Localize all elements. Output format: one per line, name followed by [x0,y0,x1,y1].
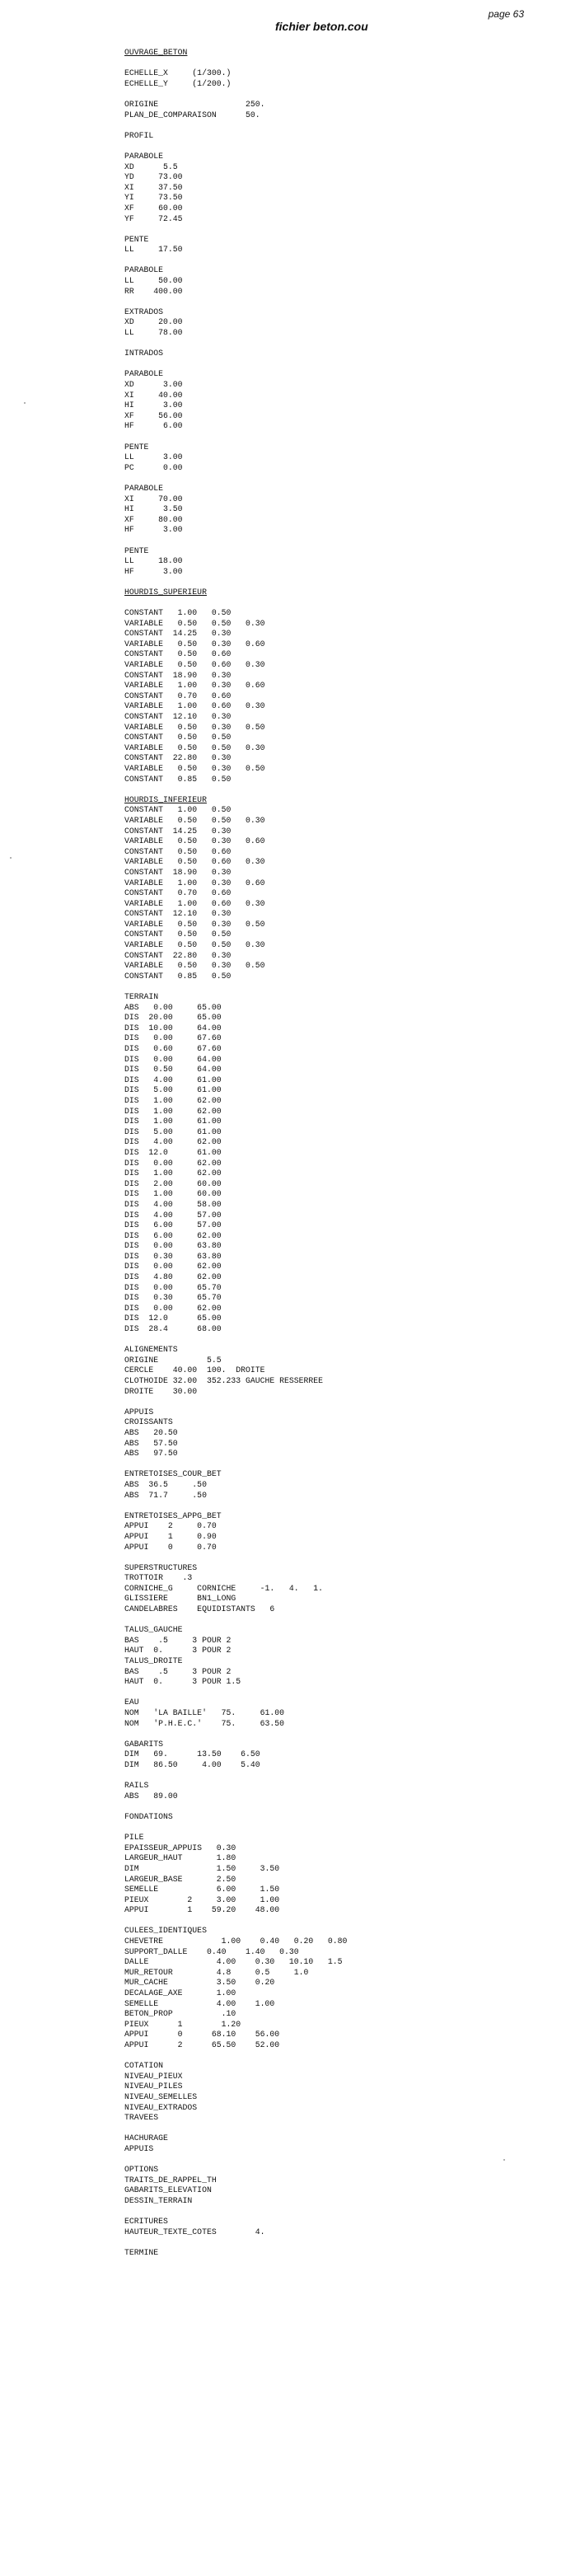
blank-line [124,1397,564,1407]
listing-line: XD 5.5 [124,162,178,171]
listing-line: DIS 28.4 68.00 [124,1324,222,1334]
blank-line [124,120,564,131]
listing-line: PILE [124,1833,144,1843]
blank-line [124,1729,564,1740]
blank-line [124,2207,564,2218]
listing-line: DIS 5.00 61.00 [124,1085,222,1095]
listing-line: DIS 1.00 61.00 [124,1117,222,1126]
listing-line: VARIABLE 1.00 0.60 0.30 [124,898,265,908]
listing-line: PIEUX 2 3.00 1.00 [124,1895,280,1904]
listing-line: XI 70.00 [124,494,183,503]
listing-line: MUR_RETOUR 4.8 0.5 1.0 [124,1967,309,1977]
listing-line: DIS 2.00 60.00 [124,1178,222,1188]
listing-line: CHEVETRE 1.00 0.40 0.20 0.80 [124,1937,348,1946]
listing-line: TRAVEES [124,2113,159,2123]
listing-line: DIS 0.00 67.60 [124,1033,222,1043]
listing-line: CONSTANT 14.25 0.30 [124,826,232,836]
listing-line: YD 73.00 [124,172,183,182]
listing-line: DIS 4.80 62.00 [124,1272,222,1282]
listing-line: ORIGINE 250. [124,99,265,109]
listing-line: INTRADOS [124,349,164,358]
listing-line: DIS 0.00 65.70 [124,1282,222,1292]
listing-line: DIM 86.50 4.00 5.40 [124,1759,260,1769]
listing-line: CONSTANT 0.50 0.50 [124,733,232,742]
listing-line: PENTE [124,442,149,452]
listing-line: CONSTANT 22.80 0.30 [124,950,232,960]
listing-line: TRAITS_DE_RAPPEL_TH [124,2175,217,2185]
listing-line: DIM 69. 13.50 6.50 [124,1749,260,1759]
listing-line: LL 78.00 [124,328,183,338]
listing-line: BETON_PROP .10 [124,2009,236,2019]
blank-line [124,89,564,100]
listing-line: PIEUX 1 1.20 [124,2019,241,2029]
listing-line: HF 3.00 [124,525,183,535]
listing-line: ABS 36.5 .50 [124,1479,207,1489]
listing-line: CONSTANT 12.10 0.30 [124,712,232,721]
listing-line: VARIABLE 0.50 0.60 0.30 [124,660,265,670]
page-number: page 63 [488,8,524,20]
listing-line: CERCLE 40.00 100. DROITE [124,1365,265,1375]
listing-line: VARIABLE 0.50 0.30 0.50 [124,961,265,971]
blank-line [124,1501,564,1511]
listing-line: COTATION [124,2061,164,2071]
blank-line [124,2237,564,2248]
listing-line: APPUI 0 68.10 56.00 [124,2030,280,2040]
listing-line: CONSTANT 12.10 0.30 [124,909,232,919]
listing-line: BAS .5 3 POUR 2 [124,1635,232,1645]
listing-line: GLISSIERE BN1_LONG [124,1594,236,1604]
listing-line: XF 56.00 [124,410,183,420]
blank-line [124,785,564,795]
listing-line: TROTTOIR .3 [124,1573,193,1583]
blank-line [124,1801,564,1812]
blank-line [124,141,564,152]
listing-line: ENTRETOISES_COUR_BET [124,1469,222,1479]
listing-line: ECHELLE_X (1/300.) [124,68,232,78]
listing-line: LL 18.00 [124,556,183,566]
listing-line: OUVRAGE_BETON [124,48,188,57]
listing-line: DIS 0.00 62.00 [124,1262,222,1272]
blank-line [124,224,564,235]
listing-line: APPUIS [124,1407,154,1417]
listing-line: HAUT 0. 3 POUR 1.5 [124,1677,241,1687]
listing-line: LARGEUR_HAUT 1.80 [124,1853,236,1863]
listing-line: HOURDIS_INFERIEUR [124,794,207,804]
listing-line: DESSIN_TERRAIN [124,2195,193,2205]
listing-line: GABARITS [124,1739,164,1749]
listing-line: ABS 97.50 [124,1449,178,1459]
listing-line: CONSTANT 0.70 0.60 [124,888,232,898]
blank-line [124,297,564,307]
blank-line [124,432,564,443]
listing-line: YI 73.50 [124,193,183,203]
listing-line: OPTIONS [124,2165,159,2175]
listing-line: CONSTANT 0.70 0.60 [124,691,232,700]
listing-line: DIM 1.50 3.50 [124,1863,280,1873]
listing-line: RR 400.00 [124,286,183,296]
listing-line: LARGEUR_BASE 2.50 [124,1874,236,1884]
listing-line: NOM 'P.H.E.C.' 75. 63.50 [124,1718,285,1728]
listing-line: TERMINE [124,2247,159,2257]
listing-line: ABS 20.50 [124,1427,178,1437]
listing-line: NIVEAU_EXTRADOS [124,2102,198,2112]
listing-line: CROISSANTS [124,1417,173,1427]
blank-line [124,2124,564,2134]
listing-line: ABS 0.00 65.00 [124,1002,222,1012]
listing-line: DIS 12.0 61.00 [124,1147,222,1157]
listing-line: EXTRADOS [124,307,164,316]
blank-line [124,1335,564,1346]
listing-line: CONSTANT 0.50 0.60 [124,649,232,659]
listing-line: MUR_CACHE 3.50 0.20 [124,1978,275,1988]
listing-line: PARABOLE [124,151,164,161]
listing-line: DIS 0.00 63.80 [124,1241,222,1251]
listing-line: LL 17.50 [124,245,183,255]
listing-line: APPUI 2 0.70 [124,1521,217,1531]
listing-line: CONSTANT 18.90 0.30 [124,867,232,877]
listing-line: DIS 1.00 62.00 [124,1095,222,1105]
listing-line: DIS 20.00 65.00 [124,1013,222,1023]
listing-line: XD 3.00 [124,380,183,389]
blank-line [124,1615,564,1626]
listing-line: SEMELLE 6.00 1.50 [124,1885,280,1895]
listing-line: CONSTANT 14.25 0.30 [124,629,232,639]
blank-line [124,59,564,69]
listing-line: ECRITURES [124,2217,168,2227]
listing-line: LL 3.00 [124,452,183,462]
listing-line: CONSTANT 1.00 0.50 [124,608,232,618]
listing-line: TALUS_DROITE [124,1656,183,1666]
listing-line: DIS 1.00 60.00 [124,1189,222,1199]
listing-line: DIS 0.00 62.00 [124,1158,222,1168]
blank-line [124,2155,564,2166]
listing-line: PARABOLE [124,265,164,275]
listing-line: CONSTANT 22.80 0.30 [124,753,232,763]
listing-line: DIS 4.00 61.00 [124,1075,222,1084]
listing-line: DIS 0.00 64.00 [124,1054,222,1064]
blank-line [124,339,564,349]
blank-line [124,1916,564,1927]
listing-line: XF 60.00 [124,203,183,213]
blank-line [124,1553,564,1563]
listing-line: ORIGINE 5.5 [124,1355,222,1365]
blank-line [124,1688,564,1698]
listing-line: VARIABLE 0.50 0.30 0.60 [124,639,265,649]
listing-line: XD 20.00 [124,317,183,327]
listing-line: CONSTANT 0.50 0.60 [124,846,232,856]
listing-line: DIS 0.30 65.70 [124,1293,222,1303]
listing-line: NOM 'LA BAILLE' 75. 61.00 [124,1708,285,1717]
listing-line: CONSTANT 1.00 0.50 [124,805,232,815]
blank-line [124,1771,564,1782]
listing-line: PROFIL [124,130,154,140]
command-listing [124,48,564,2258]
listing-line: VARIABLE 0.50 0.30 0.50 [124,919,265,929]
listing-line: CANDELABRES EQUIDISTANTS 6 [124,1604,275,1614]
listing-line: YF 72.45 [124,213,183,223]
listing-line: VARIABLE 0.50 0.50 0.30 [124,618,265,628]
listing-line: DECALAGE_AXE 1.00 [124,1988,236,1998]
listing-line: XI 37.50 [124,182,183,192]
listing-line: DIS 10.00 64.00 [124,1023,222,1033]
blank-line [124,255,564,266]
listing-line: DIS 6.00 62.00 [124,1230,222,1240]
listing-line: PENTE [124,546,149,555]
listing-line: SEMELLE 4.00 1.00 [124,1998,275,2008]
listing-line: ABS 89.00 [124,1791,178,1801]
listing-line: DIS 1.00 62.00 [124,1106,222,1116]
blank-line [124,577,564,588]
blank-line [124,473,564,484]
listing-line: EAU [124,1698,139,1707]
listing-line: VARIABLE 1.00 0.60 0.30 [124,701,265,711]
listing-line: SUPPORT_DALLE 0.40 1.40 0.30 [124,1946,299,1956]
blank-line [124,359,564,370]
listing-line: ABS 71.7 .50 [124,1490,207,1500]
listing-line: VARIABLE 1.00 0.30 0.60 [124,878,265,888]
listing-line: VARIABLE 1.00 0.30 0.60 [124,681,265,691]
listing-line: BAS .5 3 POUR 2 [124,1666,232,1676]
blank-line [124,536,564,546]
listing-line: EPAISSEUR_APPUIS 0.30 [124,1843,236,1852]
listing-line: NIVEAU_SEMELLES [124,2091,198,2101]
listing-line: APPUI 1 0.90 [124,1531,217,1541]
listing-line: NIVEAU_PIEUX [124,2071,183,2081]
listing-line: CONSTANT 0.85 0.50 [124,774,232,784]
listing-line: ABS 57.50 [124,1438,178,1448]
listing-line: DIS 4.00 57.00 [124,1210,222,1220]
listing-line: ECHELLE_Y (1/200.) [124,78,232,88]
listing-line: CONSTANT 0.85 0.50 [124,971,232,981]
listing-line: APPUI 2 65.50 52.00 [124,2040,280,2049]
listing-line: VARIABLE 0.50 0.30 0.50 [124,722,265,732]
listing-line: PARABOLE [124,369,164,379]
listing-line: HF 3.00 [124,566,183,576]
listing-line: VARIABLE 0.50 0.30 0.50 [124,763,265,773]
listing-line: HF 6.00 [124,421,183,431]
blank-line [124,2051,564,2062]
listing-line: VARIABLE 0.50 0.50 0.30 [124,940,265,950]
blank-line [124,1459,564,1470]
listing-line: DIS 4.00 58.00 [124,1199,222,1209]
listing-line: DIS 0.30 63.80 [124,1251,222,1261]
listing-line: GABARITS_ELEVATION [124,2185,212,2195]
blank-line [124,1823,564,1834]
listing-line: TALUS_GAUCHE [124,1625,183,1635]
listing-line: DIS 0.60 67.60 [124,1044,222,1053]
listing-line: NIVEAU_PILES [124,2082,183,2091]
listing-line: DIS 12.0 65.00 [124,1314,222,1323]
scan-speck [24,402,26,404]
listing-line: HACHURAGE [124,2133,168,2143]
listing-line: APPUI 0 0.70 [124,1542,217,1552]
listing-line: DIS 0.00 62.00 [124,1303,222,1313]
listing-line: CONSTANT 18.90 0.30 [124,670,232,680]
listing-line: TERRAIN [124,992,159,1002]
listing-line: CORNICHE_G CORNICHE -1. 4. 1. [124,1583,324,1593]
listing-line: FONDATIONS [124,1811,173,1821]
listing-line: VARIABLE 0.50 0.60 0.30 [124,857,265,867]
listing-line: DROITE 30.00 [124,1386,198,1396]
listing-line: VARIABLE 0.50 0.50 0.30 [124,815,265,825]
listing-line: HAUTEUR_TEXTE_COTES 4. [124,2227,265,2236]
listing-line: CONSTANT 0.50 0.50 [124,930,232,939]
blank-line [124,597,564,608]
listing-line: DALLE 4.00 0.30 10.10 1.5 [124,1957,343,1967]
listing-line: PENTE [124,234,149,244]
listing-line: ENTRETOISES_APPG_BET [124,1510,222,1520]
listing-line: VARIABLE 0.50 0.30 0.60 [124,836,265,846]
listing-line: APPUI 1 59.20 48.00 [124,1905,280,1915]
listing-line: DIS 0.50 64.00 [124,1065,222,1075]
listing-line: ALIGNEMENTS [124,1345,178,1355]
listing-line: DIS 5.00 61.00 [124,1126,222,1136]
listing-line: SUPERSTRUCTURES [124,1562,198,1572]
listing-line: LL 50.00 [124,276,183,286]
listing-line: PC 0.00 [124,462,183,472]
listing-line: APPUIS [124,2143,154,2153]
listing-line: PARABOLE [124,483,164,493]
listing-line: HI 3.50 [124,504,183,514]
blank-line [124,981,564,992]
listing-line: DIS 1.00 62.00 [124,1169,222,1178]
listing-line: HI 3.00 [124,400,183,410]
listing-line: HAUT 0. 3 POUR 2 [124,1646,232,1656]
listing-line: XI 40.00 [124,390,183,400]
listing-line: PLAN_DE_COMPARAISON 50. [124,110,260,119]
listing-line: XF 80.00 [124,514,183,524]
listing-line: VARIABLE 0.50 0.50 0.30 [124,742,265,752]
listing-line: HOURDIS_SUPERIEUR [124,587,207,597]
listing-line: RAILS [124,1781,149,1791]
scan-speck [10,857,12,859]
listing-line: DIS 6.00 57.00 [124,1220,222,1230]
listing-line: CLOTHOIDE 32.00 352.233 GAUCHE RESSERREE [124,1376,324,1385]
source-file-label: fichier beton.cou [275,20,368,33]
listing-line: CULEES_IDENTIQUES [124,1926,207,1936]
listing-line: DIS 4.00 62.00 [124,1137,222,1147]
